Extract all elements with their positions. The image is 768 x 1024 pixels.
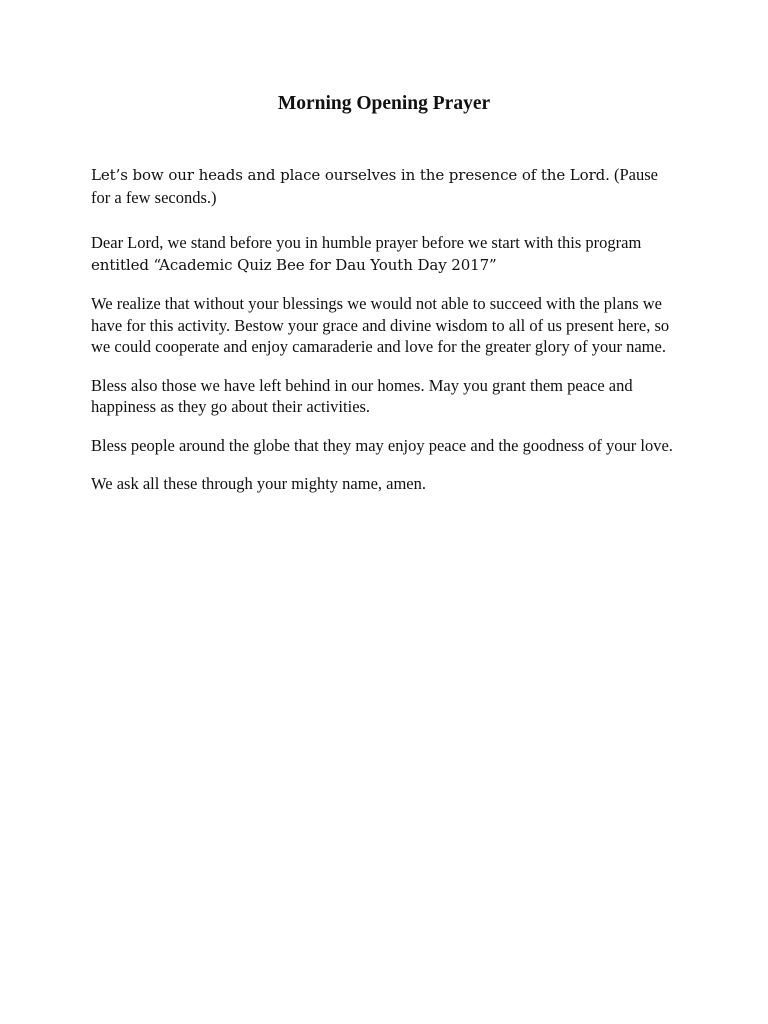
paragraph-opening (91, 164, 681, 208)
paragraph-opening-note: (Pause for a few seconds.) (91, 165, 658, 207)
paragraph-dear-lord (91, 232, 681, 276)
paragraph-globe: Bless people around the globe that they may enjoy peace and the goodness of your love. (91, 435, 673, 455)
paragraph-blessings: We realize that without your blessings we would not able to succeed with the plans we have for this activity. Bestow your grace and divine wisdom to all of us present here, so we could cooperate and enjoy camaraderie and love for the greater glory of your name. (91, 294, 670, 356)
paragraph-homes: Bless also those we have left behind in our homes. May you grant them peace and happiness as they go about their activities. (91, 375, 633, 416)
paragraph-dear-lord-program: entitled “Academic Quiz Bee for Dau Youth Day 2017” (91, 255, 497, 274)
document-body (91, 164, 681, 495)
paragraph-closing: We ask all these through your mighty name, amen. (91, 474, 427, 493)
document-title: Morning Opening Prayer (277, 93, 491, 114)
paragraph-dear-lord-main: Dear Lord, we stand before you in humble prayer before we start with this program (91, 233, 642, 252)
paragraph-opening-main: Let’s bow our heads and place ourselves in the presence of the Lord. (91, 166, 610, 184)
